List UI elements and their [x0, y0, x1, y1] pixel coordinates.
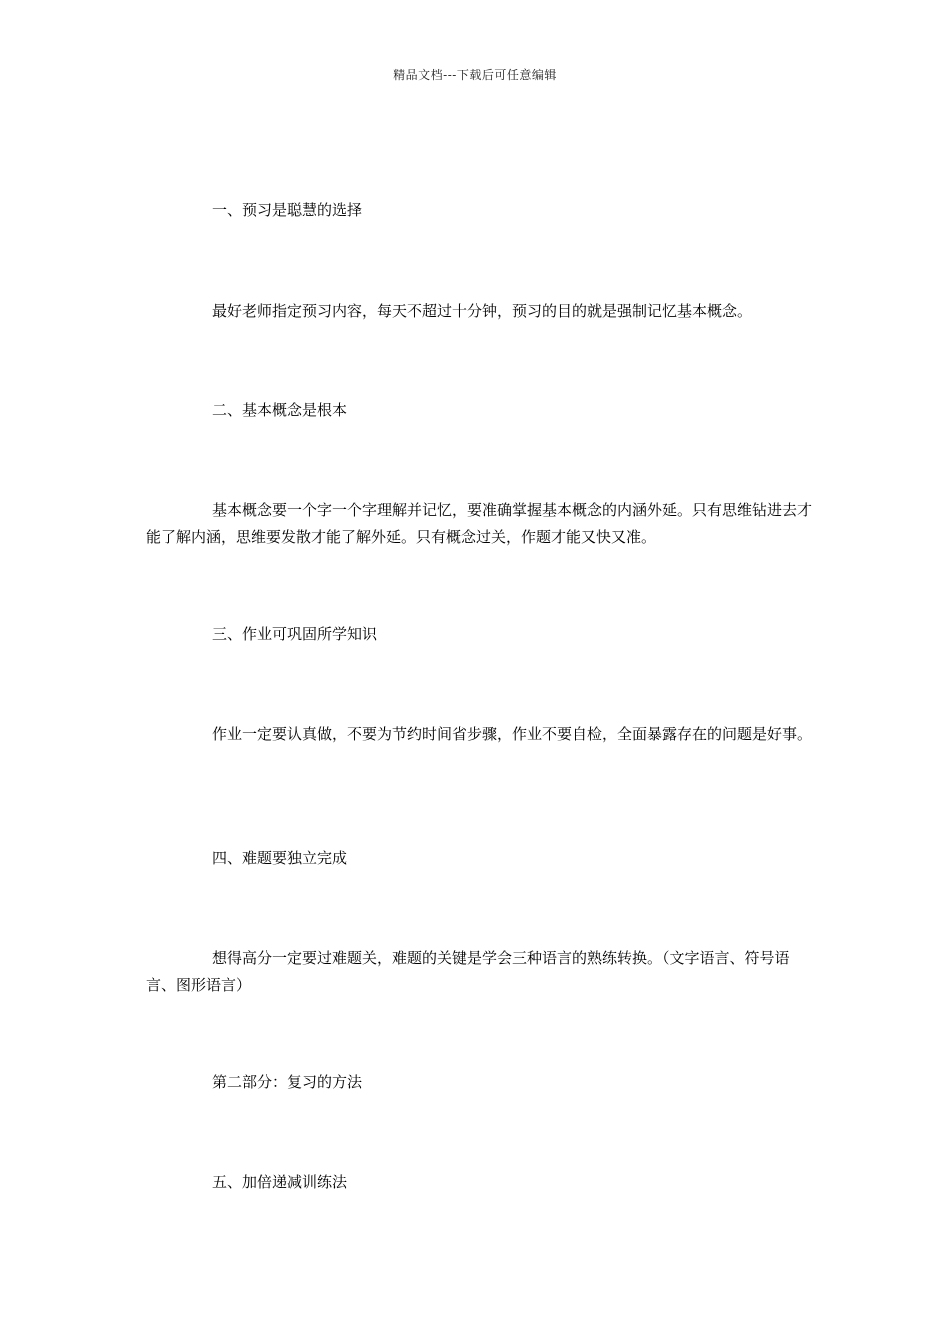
- section-heading-1: 一、预习是聪慧的选择: [212, 201, 363, 219]
- section-heading-5: 五、加倍递减训练法: [212, 1173, 348, 1191]
- section-heading-2: 二、基本概念是根本: [212, 401, 348, 419]
- part-heading-2: 第二部分：复习的方法: [212, 1073, 363, 1091]
- paragraph-2: 基本概念要一个字一个字理解并记忆，要准确掌握基本概念的内涵外延。只有思维钻进去才能了解内涵，思维要发散才能了解外延。只有概念过关，作题才能又快又准。: [146, 501, 813, 546]
- paragraph-4: 想得高分一定要过难题关，难题的关键是学会三种语言的熟练转换。（文字语言、符号语言、图形语言）: [146, 949, 790, 994]
- section-heading-3: 三、作业可巩固所学知识: [212, 625, 378, 643]
- paragraph-3: 作业一定要认真做，不要为节约时间省步骤，作业不要自检，全面暴露存在的问题是好事。: [212, 725, 813, 743]
- page-header: 精品文档---下载后可任意编辑: [393, 68, 557, 82]
- paragraph-1: 最好老师指定预习内容，每天不超过十分钟，预习的目的就是强制记忆基本概念。: [212, 302, 753, 320]
- section-heading-4: 四、难题要独立完成: [212, 849, 348, 867]
